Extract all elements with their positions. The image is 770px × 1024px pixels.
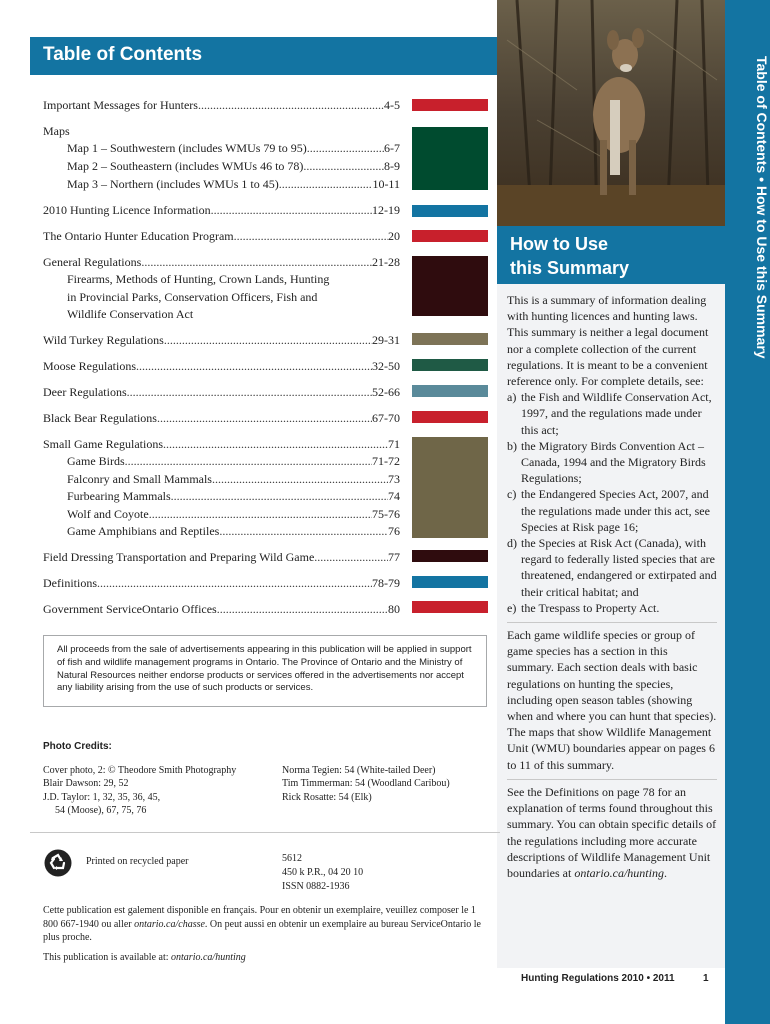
howto-paragraph: See the Definitions on page 78 for an explanation of terms found throughout this summary. You can obtain specific details of the regulations including more accurate descriptions of Wildlife Management Unit boundaries at ontario.ca/hunting.: [507, 784, 717, 880]
toc-entry-general[interactable]: General Regulations ..... 21-28: [43, 254, 400, 271]
toc-entry-licence[interactable]: 2010 Hunting Licence Information ..... 12-19: [43, 202, 400, 219]
howto-paragraph: Each game wildlife species or group of game species has a section in this summary. Each section deals with basic regulations on hunting the species, including open season tables (showing when and where you can hunt that species). The maps that show Wildlife Management Unit (WMU) boundaries appear on pages 6 to 11 of this summary.: [507, 628, 717, 772]
toc-desc-line: Wildlife Conservation Act: [67, 307, 194, 321]
toc-entry-definitions[interactable]: Definitions ..... 78-79: [43, 575, 400, 592]
page-title: Table of Contents: [43, 44, 203, 65]
print-run: 450 k P.R., 04 20 10: [282, 867, 364, 878]
issn: ISSN 0882-1936: [282, 881, 350, 892]
section-swatch-olive: [412, 333, 488, 345]
toc-entry-map2[interactable]: Map 2 – Southeastern (includes WMUs 46 to 78) ..... 8-9: [67, 158, 400, 175]
toc-entry-map3[interactable]: Map 3 – Northern (includes WMUs 1 to 45) ..... 10-11: [67, 176, 400, 193]
toc-entry-bear[interactable]: Black Bear Regulations ..... 67-70: [43, 410, 400, 427]
credit-line: Norma Tegien: 54 (White-tailed Deer): [282, 765, 436, 776]
section-swatch-slate: [412, 385, 488, 397]
toc-entry-deer[interactable]: Deer Regulations ..... 52-66: [43, 384, 400, 401]
toc-entry-map1[interactable]: Map 1 – Southwestern (includes WMUs 79 to 95) ..... 6-7: [67, 140, 400, 157]
recycle-icon: [44, 849, 72, 877]
credit-line: 54 (Moose), 67, 75, 76: [55, 805, 147, 816]
deer-photo: [497, 0, 725, 226]
credit-line: Blair Dawson: 29, 52: [43, 778, 129, 789]
toc-entry-falconry[interactable]: Falconry and Small Mammals ..... 73: [67, 471, 400, 488]
section-swatch-maroon: [412, 256, 488, 316]
page-number: 1: [703, 973, 709, 984]
section-swatch-maroon: [412, 550, 488, 562]
section-swatch-blue: [412, 576, 488, 588]
toc-entry-education[interactable]: The Ontario Hunter Education Program ..... 20: [43, 228, 400, 245]
toc-entry-amphibians[interactable]: Game Amphibians and Reptiles ..... 76: [67, 523, 400, 540]
toc-entry-small-game[interactable]: Small Game Regulations ..... 71: [43, 436, 400, 453]
section-swatch-green-pattern: [412, 359, 488, 371]
section-swatch-green: [412, 127, 488, 190]
section-swatch-red: [412, 601, 488, 613]
divider: [30, 832, 500, 833]
credit-line: Rick Rosatte: 54 (Elk): [282, 792, 372, 803]
advertising-notice-text: All proceeds from the sale of advertisements appearing in this publication will be applied in support of fish and wildlife management programs in Ontario. The Province of Ontario and the Ministry of Natural Resources neither endorse products or services offered in the advertisements nor accept any liability arising from the use of such products or services.: [57, 644, 472, 694]
footer-title: Hunting Regulations 2010 • 2011: [521, 973, 675, 984]
list-item: d) the Species at Risk Act (Canada), with regard to federally listed species that are threatened, endangered or extirpated and their critical habitat; and: [507, 536, 717, 599]
publication-number: 5612: [282, 853, 302, 864]
howto-body: [507, 292, 717, 881]
credit-line: J.D. Taylor: 1, 32, 35, 36, 45,: [43, 792, 161, 803]
side-tab-text: Table of Contents • How to Use this Summary: [754, 56, 770, 359]
section-swatch-red: [412, 230, 488, 242]
toc-entry-furbearing[interactable]: Furbearing Mammals ..... 74: [67, 488, 400, 505]
toc-entry-wolf[interactable]: Wolf and Coyote ..... 75-76: [67, 506, 400, 523]
photo-credits-title: Photo Credits:: [43, 741, 112, 752]
list-item: c) the Endangered Species Act, 2007, and the regulations made under this act, see Species at Risk page 16;: [507, 487, 710, 534]
credit-line: Cover photo, 2: © Theodore Smith Photography: [43, 765, 237, 776]
section-swatch-red: [412, 99, 488, 111]
list-item: e) the Trespass to Property Act.: [507, 600, 660, 615]
section-swatch-khaki: [412, 437, 488, 538]
french-notice: Cette publication est galement disponible en français. Pour en obtenir un exemplaire, veuillez composer le 1 800 667-1940 ou aller ontario.ca/chasse. On peut aussi en obtenir un exemplaire au bureau ServiceOntario le plus proche.: [43, 905, 481, 943]
availability-line: This publication is available at: ontario.ca/hunting: [43, 952, 246, 963]
toc-entry-dressing[interactable]: Field Dressing Transportation and Preparing Wild Game ..... 77: [43, 549, 400, 566]
availability-link[interactable]: ontario.ca/hunting: [171, 952, 246, 963]
toc-entry-important[interactable]: Important Messages for Hunters ..... 4-5: [43, 97, 400, 114]
recycled-paper-text: Printed on recycled paper: [86, 856, 189, 867]
toc-heading-maps: Maps: [43, 124, 70, 138]
section-swatch-red: [412, 411, 488, 423]
howto-title: How to Use this Summary: [510, 234, 630, 278]
divider: [507, 622, 717, 623]
section-swatch-blue: [412, 205, 488, 217]
toc-entry-moose[interactable]: Moose Regulations ..... 32-50: [43, 358, 400, 375]
list-item: a) the Fish and Wildlife Conservation Act, 1997, and the regulations made under this act;: [507, 390, 712, 437]
french-link[interactable]: ontario.ca/chasse: [134, 918, 205, 930]
toc-desc-line: in Provincial Parks, Conservation Officers, Fish and: [67, 290, 318, 304]
toc-entry-game-birds[interactable]: Game Birds ..... 71-72: [67, 453, 400, 470]
toc-desc-line: Firearms, Methods of Hunting, Crown Lands, Hunting: [67, 272, 330, 286]
howto-intro: This is a summary of information dealing with hunting licences and hunting laws. This summary is neither a legal document nor a complete collection of the current regulations. It is meant to be a convenient reference only. For complete details, see:: [507, 293, 709, 389]
divider: [507, 779, 717, 780]
list-item: b) the Migratory Birds Convention Act – Canada, 1994 and the Migratory Birds Regulations;: [507, 438, 706, 486]
toc-entry-offices[interactable]: Government ServiceOntario Offices ..... 80: [43, 601, 400, 618]
credit-line: Tim Timmerman: 54 (Woodland Caribou): [282, 778, 450, 789]
toc-entry-turkey[interactable]: Wild Turkey Regulations ..... 29-31: [43, 332, 400, 349]
hunting-link[interactable]: ontario.ca/hunting: [574, 865, 664, 880]
